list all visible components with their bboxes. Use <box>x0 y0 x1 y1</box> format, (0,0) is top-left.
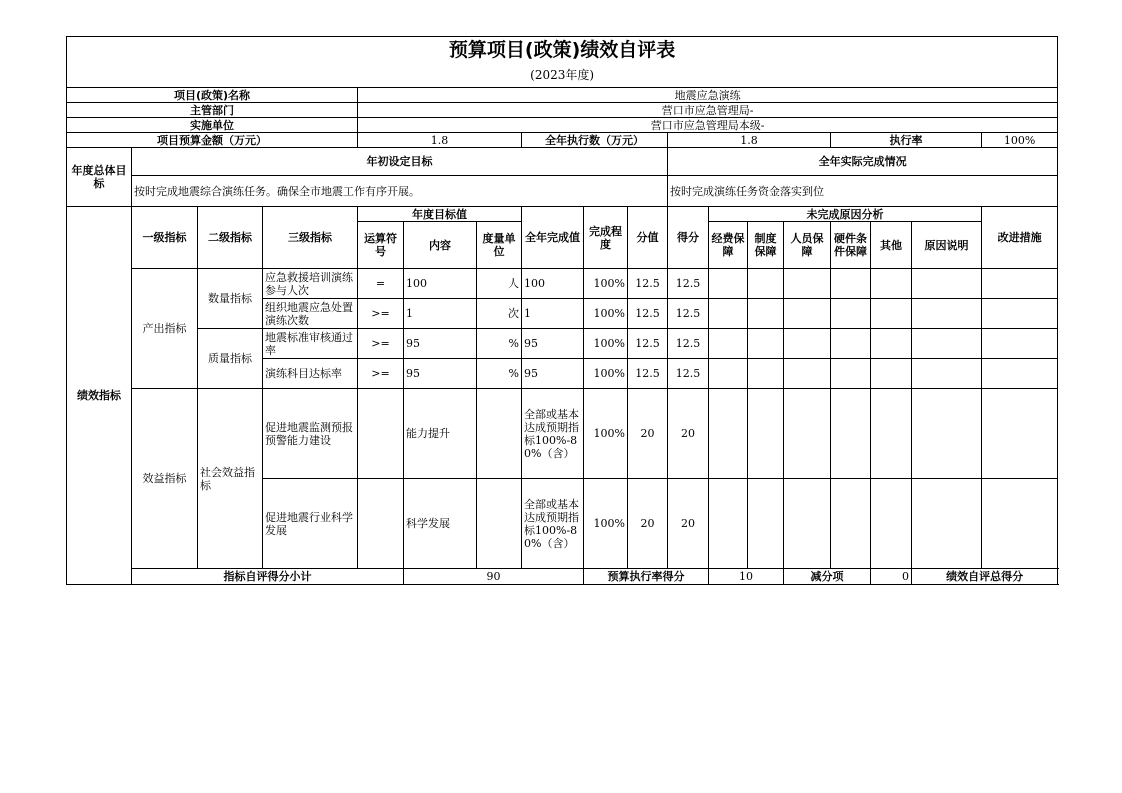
indicator-unit <box>477 479 522 569</box>
other-reason-header: 其他 <box>871 222 912 269</box>
page-title: 预算项目(政策)绩效自评表 <box>67 37 1058 64</box>
budget-score-value: 10 <box>709 569 784 585</box>
degree-header: 完成程度 <box>584 207 628 269</box>
indicator-op: = <box>358 269 404 299</box>
indicator-op <box>358 389 404 479</box>
indicator-actual: 全部或基本达成预期指标100%-80%（含） <box>522 389 584 479</box>
indicator-name: 促进地震监测预报预警能力建设 <box>263 389 358 479</box>
indicator-score: 12.5 <box>668 299 709 329</box>
unit-label: 实施单位 <box>67 118 358 133</box>
full-year-header: 全年完成值 <box>522 207 584 269</box>
indicator-unit: % <box>477 329 522 359</box>
indicator-value: 12.5 <box>628 329 668 359</box>
indicator-unit <box>477 389 522 479</box>
subtotal-value: 90 <box>404 569 584 585</box>
indicator-actual: 全部或基本达成预期指标100%-80%（含） <box>522 479 584 569</box>
fiscal-year: (2023年度) <box>67 63 1058 88</box>
op-header: 运算符号 <box>358 222 404 269</box>
indicator-value: 12.5 <box>628 269 668 299</box>
indicator-actual: 95 <box>522 329 584 359</box>
indicator-content: 科学发展 <box>404 479 477 569</box>
rate-label: 执行率 <box>831 133 982 148</box>
indicator-content: 95 <box>404 329 477 359</box>
reasons-header: 未完成原因分析 <box>709 207 982 222</box>
self-evaluation-table <box>66 36 1058 585</box>
indicator-name: 促进地震行业科学发展 <box>263 479 358 569</box>
plan-goal-header: 年初设定目标 <box>132 148 668 176</box>
indicator-degree: 100% <box>584 389 628 479</box>
annual-target-header: 年度目标值 <box>358 207 522 222</box>
indicator-op: >= <box>358 299 404 329</box>
indicator-score: 12.5 <box>668 269 709 299</box>
indicator-name: 演练科目达标率 <box>263 359 358 389</box>
indicator-degree: 100% <box>584 359 628 389</box>
indicator-degree: 100% <box>584 329 628 359</box>
executed-label: 全年执行数（万元） <box>522 133 668 148</box>
indicator-unit: % <box>477 359 522 389</box>
indicator-score: 20 <box>668 479 709 569</box>
indicator-degree: 100% <box>584 269 628 299</box>
indicator-value: 12.5 <box>628 359 668 389</box>
deduct-label: 减分项 <box>784 569 871 585</box>
unit-header: 度量单位 <box>477 222 522 269</box>
executed-value: 1.8 <box>668 133 831 148</box>
indicator-content: 能力提升 <box>404 389 477 479</box>
indicator-actual: 100 <box>522 269 584 299</box>
staff-reason-header: 人员保障 <box>784 222 831 269</box>
indicator-unit: 次 <box>477 299 522 329</box>
indicator-name: 地震标准审核通过率 <box>263 329 358 359</box>
project-name-label: 项目(政策)名称 <box>67 88 358 103</box>
dept-label: 主管部门 <box>67 103 358 118</box>
social-indicator-group: 社会效益指标 <box>198 389 263 569</box>
indicator-unit: 人 <box>477 269 522 299</box>
plan-goal-text: 按时完成地震综合演练任务。确保全市地震工作有序开展。 <box>132 176 668 207</box>
level2-header: 二级指标 <box>198 207 263 269</box>
actual-result-header: 全年实际完成情况 <box>668 148 1058 176</box>
system-reason-header: 制度保障 <box>748 222 784 269</box>
output-indicator-group: 产出指标 <box>132 269 198 389</box>
indicator-content: 1 <box>404 299 477 329</box>
total-score-label: 绩效自评总得分 <box>912 569 1058 585</box>
indicator-score: 12.5 <box>668 359 709 389</box>
subtotal-label: 指标自评得分小计 <box>132 569 404 585</box>
budget-score-label: 预算执行率得分 <box>584 569 709 585</box>
indicator-content: 100 <box>404 269 477 299</box>
quality-indicator-group: 质量指标 <box>198 329 263 389</box>
indicator-name: 组织地震应急处置演练次数 <box>263 299 358 329</box>
budget-value: 1.8 <box>358 133 522 148</box>
indicator-name: 应急救援培训演练参与人次 <box>263 269 358 299</box>
funding-reason-header: 经费保障 <box>709 222 748 269</box>
hardware-reason-header: 硬件条件保障 <box>831 222 871 269</box>
level1-header: 一级指标 <box>132 207 198 269</box>
explain-reason-header: 原因说明 <box>912 222 982 269</box>
improve-header: 改进措施 <box>982 207 1058 269</box>
perf-indicator-label: 绩效指标 <box>67 207 132 585</box>
quantity-indicator-group: 数量指标 <box>198 269 263 329</box>
annual-goal-label: 年度总体目标 <box>67 148 132 207</box>
level3-header: 三级指标 <box>263 207 358 269</box>
indicator-actual: 95 <box>522 359 584 389</box>
dept-value: 营口市应急管理局- <box>358 103 1058 118</box>
indicator-value: 20 <box>628 479 668 569</box>
effect-indicator-group: 效益指标 <box>132 389 198 569</box>
actual-result-text: 按时完成演练任务资金落实到位 <box>668 176 1058 207</box>
indicator-degree: 100% <box>584 299 628 329</box>
indicator-content: 95 <box>404 359 477 389</box>
indicator-op: >= <box>358 359 404 389</box>
indicator-op: >= <box>358 329 404 359</box>
rate-value: 100% <box>982 133 1058 148</box>
indicator-value: 20 <box>628 389 668 479</box>
deduct-value: 0 <box>871 569 912 585</box>
indicator-op <box>358 479 404 569</box>
indicator-actual: 1 <box>522 299 584 329</box>
indicator-value: 12.5 <box>628 299 668 329</box>
score-header: 得分 <box>668 207 709 269</box>
unit-value: 营口市应急管理局本级- <box>358 118 1058 133</box>
budget-label: 项目预算金额（万元） <box>67 133 358 148</box>
indicator-degree: 100% <box>584 479 628 569</box>
indicator-score: 12.5 <box>668 329 709 359</box>
content-header: 内容 <box>404 222 477 269</box>
indicator-score: 20 <box>668 389 709 479</box>
project-name-value: 地震应急演练 <box>358 88 1058 103</box>
score-value-header: 分值 <box>628 207 668 269</box>
